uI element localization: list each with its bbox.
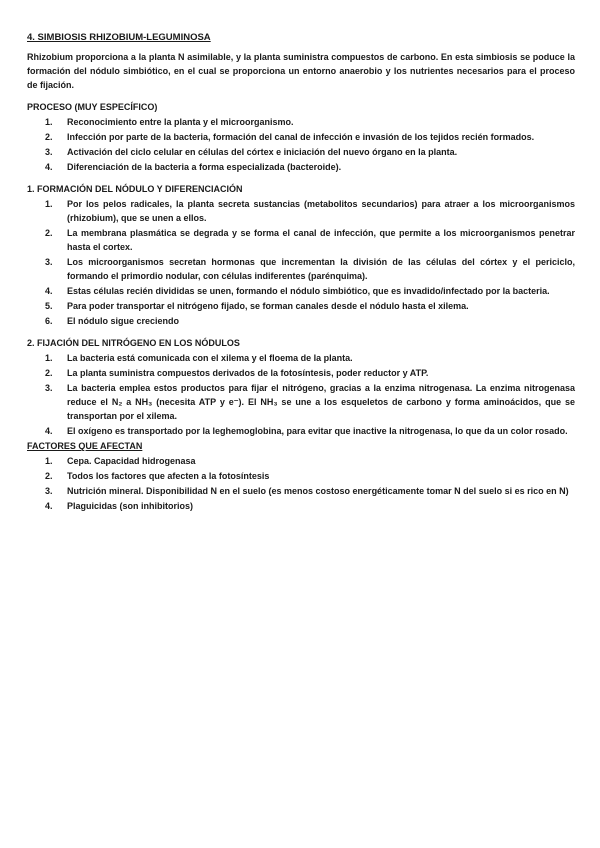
list-item-number: 3. <box>45 383 53 393</box>
ordered-list <box>27 115 575 174</box>
list-item-text: Diferenciación de la bacteria a forma especializada (bacteroide). <box>67 162 342 172</box>
document-title: 4. SIMBIOSIS RHIZOBIUM-LEGUMINOSA <box>27 32 211 43</box>
list-item-text: La bacteria emplea estos productos para fijar el nitrógeno, gracias a la enzima nitrogenasa. La enzima nitrogenasa reduce el N₂ a NH₃ (necesita ATP y e⁻). El NH₃ se une a los esqueletos de carbono y forma aminoácidos, que se transportan por el xilema. <box>67 383 575 421</box>
list-item-text: Estas células recién divididas se unen, formando el nódulo simbiótico, que es invadido/infectado por la bacteria. <box>67 286 550 296</box>
list-item-number: 5. <box>45 301 53 311</box>
list-item <box>27 454 575 468</box>
list-item-number: 6. <box>45 316 53 326</box>
ordered-list <box>27 454 575 513</box>
list-item <box>27 255 575 283</box>
list-item <box>27 130 575 144</box>
list-item-text: El nódulo sigue creciendo <box>67 316 180 326</box>
section-factores <box>27 439 575 513</box>
list-item-text: La planta suministra compuestos derivados de la fotosíntesis, poder reductor y ATP. <box>67 368 429 378</box>
list-item <box>27 499 575 513</box>
list-item <box>27 284 575 298</box>
list-item-number: 2. <box>45 228 53 238</box>
list-item <box>27 484 575 498</box>
list-item-text: Nutrición mineral. Disponibilidad N en el suelo (es menos costoso energéticamente tomar N del suelo si es rico en N) <box>67 486 569 496</box>
list-item-text: Los microorganismos secretan hormonas que incrementan la división de las células del córtex y el periciclo, formando el primordio nodular, con células indiferentes (parénquima). <box>67 257 575 281</box>
section-heading-proceso: PROCESO (MUY ESPECÍFICO) <box>27 102 158 112</box>
list-item-text: Activación del ciclo celular en células del córtex e iniciación del nuevo órgano en la planta. <box>67 147 458 157</box>
list-item-text: Para poder transportar el nitrógeno fijado, se forman canales desde el nódulo hasta el xilema. <box>67 301 469 311</box>
ordered-list <box>27 197 575 328</box>
section-proceso <box>27 100 575 174</box>
list-item <box>27 145 575 159</box>
list-item <box>27 366 575 380</box>
list-item-text: Todos los factores que afecten a la fotosíntesis <box>67 471 270 481</box>
list-item-number: 1. <box>45 117 53 127</box>
list-item-number: 2. <box>45 132 53 142</box>
list-item <box>27 226 575 254</box>
list-item-text: Cepa. Capacidad hidrogenasa <box>67 456 196 466</box>
list-item-text: El oxígeno es transportado por la leghemoglobina, para evitar que inactive la nitrogenasa, lo que da un color rosado. <box>67 426 568 436</box>
list-item <box>27 299 575 313</box>
list-item-text: Por los pelos radicales, la planta secreta sustancias (metabolitos secundarios) para atraer a los microorganismos (rhizobium), que se unen a ellos. <box>67 199 575 223</box>
list-item-number: 4. <box>45 162 53 172</box>
list-item-number: 2. <box>45 471 53 481</box>
list-item-number: 1. <box>45 456 53 466</box>
list-item-text: La membrana plasmática se degrada y se forma el canal de infección, que permite a los microorganismos penetrar hasta el cortex. <box>67 228 575 252</box>
intro-paragraph: Rhizobium proporciona a la planta N asimilable, y la planta suministra compuestos de carbono. En esta simbiosis se poduce la formación del nódulo simbiótico, en el cual se proporciona un entorno anaerobio y los nutrientes necesarios para el proceso de fijación. <box>27 52 575 90</box>
list-item-number: 4. <box>45 501 53 511</box>
list-item-number: 4. <box>45 426 53 436</box>
list-item-number: 2. <box>45 368 53 378</box>
list-item <box>27 381 575 423</box>
list-item-number: 4. <box>45 286 53 296</box>
list-item <box>27 115 575 129</box>
section-heading-fijacion-nitrogeno: 2. FIJACIÓN DEL NITRÓGENO EN LOS NÓDULOS <box>27 338 240 348</box>
list-item-number: 3. <box>45 486 53 496</box>
list-item-number: 1. <box>45 353 53 363</box>
section-fijacion-nitrogeno <box>27 336 575 438</box>
list-item-text: Infección por parte de la bacteria, formación del canal de infección e invasión de los tejidos recién formados. <box>67 132 535 142</box>
list-item <box>27 351 575 365</box>
ordered-list <box>27 351 575 438</box>
list-item-text: Plaguicidas (son inhibitorios) <box>67 501 194 511</box>
list-item-text: Reconocimiento entre la planta y el microorganismo. <box>67 117 294 127</box>
list-item <box>27 160 575 174</box>
list-item-number: 3. <box>45 147 53 157</box>
section-heading-factores: FACTORES QUE AFECTAN <box>27 441 143 451</box>
list-item <box>27 469 575 483</box>
list-item <box>27 197 575 225</box>
section-formacion-nodulo <box>27 182 575 328</box>
section-heading-formacion-nodulo: 1. FORMACIÓN DEL NÓDULO Y DIFERENCIACIÓN <box>27 184 243 194</box>
list-item <box>27 314 575 328</box>
list-item-text: La bacteria está comunicada con el xilema y el floema de la planta. <box>67 353 353 363</box>
list-item-number: 1. <box>45 199 53 209</box>
list-item-number: 3. <box>45 257 53 267</box>
list-item <box>27 424 575 438</box>
